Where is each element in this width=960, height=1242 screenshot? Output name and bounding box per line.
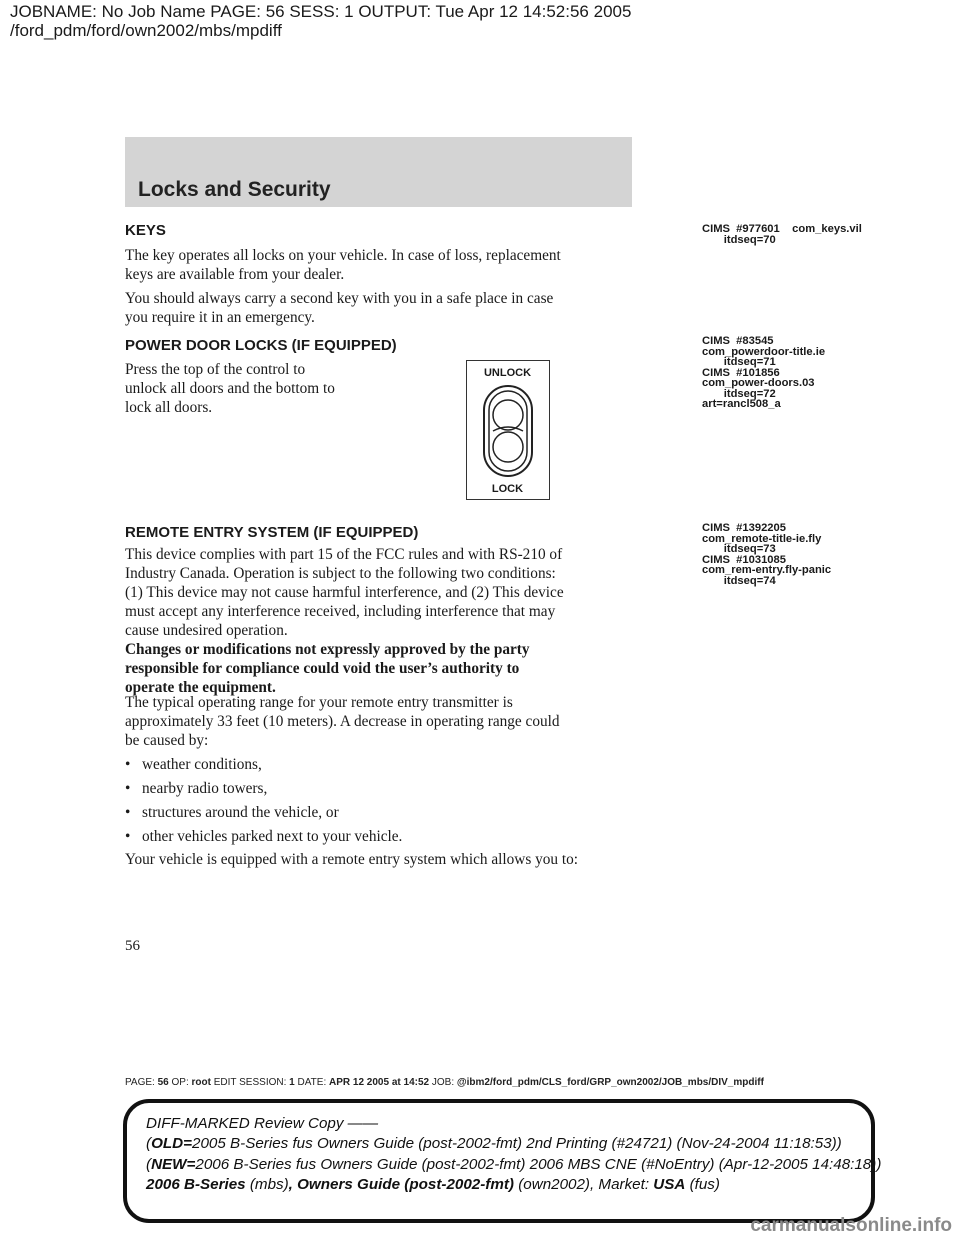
- text-line: The key operates all locks on your vehicle. In case of loss, replacement: [125, 247, 561, 264]
- text-line: responsible for compliance could void the user’s authority to: [125, 660, 520, 677]
- diff-product: 2006 B-Series: [146, 1176, 246, 1193]
- footer-job-label: JOB:: [431, 1077, 455, 1088]
- text-line: lock all doors.: [125, 399, 213, 416]
- diff-new-line: [146, 1155, 881, 1174]
- diff-product-line: [146, 1175, 720, 1194]
- text-line: The typical operating range for your remote entry transmitter is: [125, 694, 513, 711]
- unlock-label: UNLOCK: [483, 367, 532, 379]
- diff-guide-code: (own2002): [514, 1176, 590, 1193]
- footer-date-label: DATE:: [297, 1077, 327, 1088]
- keys-paragraph-1: [125, 246, 635, 284]
- remote-entry-warning: [125, 640, 635, 697]
- text-line: keys are available from your dealer.: [125, 266, 345, 283]
- keys-heading: KEYS: [125, 222, 166, 239]
- list-item: [125, 827, 402, 846]
- text-line: This device complies with part 15 of the FCC rules and with RS-210 of: [125, 546, 563, 563]
- footer-op-label: OP:: [171, 1077, 189, 1088]
- text-line: you require it in an emergency.: [125, 309, 315, 326]
- job-header-line2: /ford_pdm/ford/own2002/mbs/mpdiff: [10, 21, 282, 40]
- diff-old-open: (: [146, 1135, 152, 1152]
- power-locks-paragraph: [125, 360, 425, 417]
- bullet-icon: •: [125, 828, 131, 845]
- footer-op: root: [191, 1077, 211, 1088]
- list-item-text: weather conditions,: [142, 756, 262, 773]
- margin-note-remote-entry: CIMS #1392205 com_remote-title-ie.fly itdseq=73 CIMS #1031085 com_rem-entry.fly-panic itdseq=74: [702, 522, 832, 587]
- bullet-icon: •: [125, 804, 131, 821]
- text-line: Industry Canada. Operation is subject to the following two conditions:: [125, 565, 556, 582]
- remote-entry-closing: Your vehicle is equipped with a remote entry system which allows you to:: [125, 851, 579, 868]
- job-header-line1: JOBNAME: No Job Name PAGE: 56 SESS: 1 OUTPUT: Tue Apr 12 14:52:56 2005: [10, 2, 632, 21]
- keys-paragraph-2: [125, 289, 635, 327]
- text-line: operate the equipment.: [125, 679, 276, 696]
- page-number: 56: [125, 938, 140, 954]
- footer-date: APR 12 2005 at 14:52: [329, 1077, 430, 1088]
- power-lock-switch-illustration: [466, 360, 550, 500]
- bullet-icon: •: [125, 780, 131, 797]
- remote-entry-range-paragraph: [125, 693, 635, 750]
- lock-label: LOCK: [491, 483, 524, 495]
- diff-guide: , Owners Guide (post-2002-fmt): [288, 1176, 514, 1193]
- list-item-text: structures around the vehicle, or: [142, 804, 339, 821]
- list-item: [125, 755, 262, 774]
- text-line: must accept any interference received, including interference that may: [125, 603, 556, 620]
- diff-market-code: (fus): [685, 1176, 720, 1193]
- footer-page: 56: [157, 1077, 169, 1088]
- diff-title: DIFF-MARKED Review Copy ——: [146, 1115, 379, 1132]
- footer-page-label: PAGE:: [125, 1077, 155, 1088]
- bullet-icon: •: [125, 756, 131, 773]
- diff-new-open: (: [146, 1156, 152, 1173]
- footer-job: @ibm2/ford_pdm/CLS_ford/GRP_own2002/JOB_mbs/DIV_mpdiff: [456, 1077, 764, 1088]
- text-line: approximately 33 feet (10 meters). A decrease in operating range could: [125, 713, 560, 730]
- site-watermark: carmanualsonline.info: [750, 1215, 952, 1236]
- diff-market-label: , Market:: [589, 1176, 654, 1193]
- print-footer: [125, 1077, 764, 1088]
- diff-old-label: OLD=: [151, 1135, 192, 1152]
- footer-session: 1: [289, 1077, 295, 1088]
- list-item: [125, 779, 267, 798]
- margin-note-keys: CIMS #977601 com_keys.vil itdseq=70: [702, 223, 862, 246]
- text-line: be caused by:: [125, 732, 209, 749]
- text-line: (1) This device may not cause harmful interference, and (2) This device: [125, 584, 564, 601]
- section-title: Locks and Security: [138, 178, 331, 201]
- margin-note-power-locks: CIMS #83545 com_powerdoor-title.ie itdseq=71 CIMS #101856 com_power-doors.03 itdseq=72 art=rancl508_a: [702, 335, 826, 410]
- text-line: Changes or modifications not expressly approved by the party: [125, 641, 530, 658]
- list-item-text: nearby radio towers,: [142, 780, 268, 797]
- diff-new-label: NEW=: [151, 1156, 196, 1173]
- diff-market: USA: [653, 1176, 686, 1193]
- text-line: You should always carry a second key with you in a safe place in case: [125, 290, 554, 307]
- remote-entry-heading: REMOTE ENTRY SYSTEM (IF EQUIPPED): [125, 524, 419, 541]
- text-line: cause undesired operation.: [125, 622, 288, 639]
- footer-session-label: EDIT SESSION:: [213, 1077, 287, 1088]
- power-locks-heading: POWER DOOR LOCKS (IF EQUIPPED): [125, 337, 397, 354]
- diff-product-code: (mbs): [245, 1176, 289, 1193]
- list-item: [125, 803, 339, 822]
- diff-old-text: 2005 B-Series fus Owners Guide (post-2002-fmt) 2nd Printing (#24721) (Nov-24-2004 11:18:53)): [192, 1135, 842, 1152]
- list-item-text: other vehicles parked next to your vehicle.: [142, 828, 403, 845]
- diff-old-line: [146, 1134, 842, 1153]
- remote-entry-fcc-paragraph: [125, 545, 635, 640]
- diff-new-text: 2006 B-Series fus Owners Guide (post-2002-fmt) 2006 MBS CNE (#NoEntry) (Apr-12-2005 14:48:18)): [195, 1156, 882, 1173]
- text-line: Press the top of the control to: [125, 361, 306, 378]
- text-line: unlock all doors and the bottom to: [125, 380, 335, 397]
- lock-switch-icon: [481, 383, 535, 479]
